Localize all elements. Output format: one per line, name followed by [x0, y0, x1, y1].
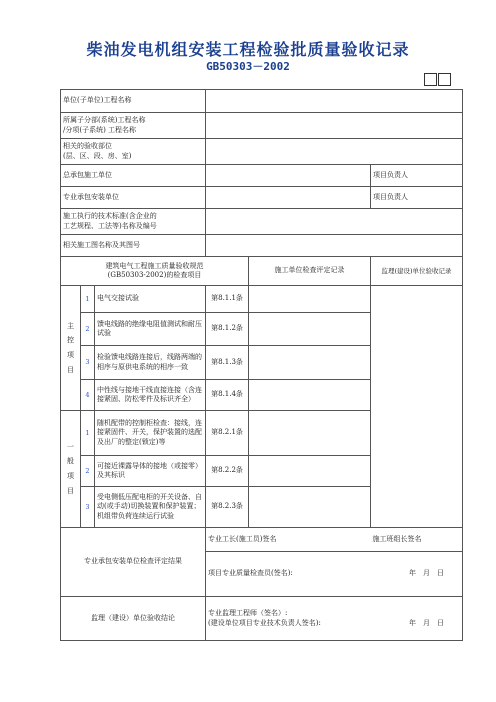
column-header-row [61, 257, 463, 286]
location-line2: (层、区、段、房、室) [63, 151, 132, 160]
item-number: 2 [81, 313, 95, 346]
standard-label [61, 209, 206, 235]
sub-project-line1: 所属子分部(系统)工程名称 [63, 116, 146, 125]
info-row [61, 187, 463, 209]
main-items-char: 项 [67, 351, 74, 359]
general-items-char: 目 [67, 486, 74, 495]
item-clause: 第8.1.4条 [206, 380, 249, 411]
item-text: 受电侧低压配电柜的开关设备、自动(或手动)切换装置和保护装置；机组带负荷连续运行试验 [95, 487, 206, 528]
item-number: 4 [81, 380, 95, 411]
info-row [61, 113, 463, 139]
general-items-label [61, 411, 81, 528]
page-title: 柴油发电机组安装工程检验批质量验收记录 [86, 40, 410, 59]
supervisor-row [61, 597, 463, 641]
sub-project-value[interactable] [206, 113, 463, 139]
standard-line1: 施工执行的技术标准(含企业的 [63, 212, 157, 221]
number-box[interactable] [424, 73, 437, 86]
main-items-label [61, 286, 81, 411]
project-manager-label: 项目负责人 [371, 165, 463, 187]
inspection-record-table [60, 89, 463, 641]
general-items-char: 项 [67, 472, 74, 480]
unit-project-label: 单位(子单位)工程名称 [61, 90, 206, 113]
foreman-sign[interactable]: 专业工长(施工员)签名 [206, 528, 371, 552]
supervisor-record-header: 监理(建设)单位验收记录 [371, 257, 463, 286]
project-manager-label: 项目负责人 [371, 187, 463, 209]
team-leader-sign[interactable]: 施工班组长签名 [371, 528, 463, 552]
item-text: 随机配带的控制柜检查：接线，连接紧固件、开关，保护装置的选配及出厂的整定(锁定)等 [95, 411, 206, 456]
contractor-record-cell[interactable] [249, 313, 371, 346]
item-number: 3 [81, 346, 95, 380]
number-box[interactable] [438, 73, 451, 86]
location-label [61, 139, 206, 165]
item-number: 1 [81, 411, 95, 456]
main-item-row [61, 286, 463, 313]
item-clause: 第8.2.3条 [206, 487, 249, 528]
contractor-record-cell[interactable] [249, 456, 371, 487]
inspector-date: 年 月 日 [409, 569, 445, 578]
sub-project-label [61, 113, 206, 139]
item-number: 3 [81, 487, 95, 528]
inspector-sign[interactable] [206, 552, 463, 597]
item-clause: 第8.2.1条 [206, 411, 249, 456]
item-clause: 第8.1.2条 [206, 313, 249, 346]
item-number: 2 [81, 456, 95, 487]
location-line1: 相关的验收部位 [63, 142, 112, 151]
item-text: 电气交接试验 [95, 286, 206, 313]
general-contractor-label: 总承包施工单位 [61, 165, 206, 187]
owner-rep-label: (建设单位项目专业技术负责人签名): [208, 618, 321, 627]
contractor-result-label: 专业承包安装单位检查评定结果 [61, 528, 206, 597]
info-row [61, 165, 463, 187]
spec-header-line2: (GB50303-2002)的检查项目 [107, 271, 202, 279]
special-contractor-label: 专业承包安装单位 [61, 187, 206, 209]
item-number: 1 [81, 286, 95, 313]
contractor-record-header: 施工单位检查评定记录 [249, 257, 371, 286]
contractor-record-cell[interactable] [249, 346, 371, 380]
contractor-record-cell[interactable] [249, 380, 371, 411]
item-clause: 第8.1.3条 [206, 346, 249, 380]
main-items-char: 控 [67, 336, 74, 345]
info-row [61, 209, 463, 235]
main-items-char: 目 [67, 365, 74, 374]
general-items-char: 般 [67, 457, 74, 466]
supervisor-record-cell[interactable] [371, 286, 463, 528]
item-text: 馈电线路的绝缘电阻值测试和耐压试验 [95, 313, 206, 346]
spec-header-line1: 建筑电气工程施工质量验收规范 [105, 261, 204, 270]
inspector-label: 项目专业质量检查员(签名): [208, 569, 293, 578]
supervisor-conclusion-label: 监理（建设）单位验收结论 [61, 597, 206, 641]
supervisor-sign[interactable] [206, 597, 463, 641]
drawings-label: 相关施工图名称及其图号 [61, 235, 206, 257]
record-number-boxes [424, 73, 452, 86]
contractor-record-cell[interactable] [249, 286, 371, 313]
item-text: 中性线与接地干线直接连接（含连接紧固、防松零件及标识齐全） [95, 380, 206, 411]
supervisor-engineer-label: 专业监理工程师（签名）: [208, 609, 288, 618]
item-text: 可接近裸露导体的接地（或接零）及其标识 [95, 456, 206, 487]
item-clause: 第8.2.2条 [206, 456, 249, 487]
spec-header [61, 257, 249, 286]
standard-value[interactable] [206, 209, 463, 235]
info-row [61, 90, 463, 113]
item-text: 检验馈电线路连接后，线路两端的相序与原供电系统的相序一致 [95, 346, 206, 380]
item-clause: 第8.1.1条 [206, 286, 249, 313]
supervisor-date: 年 月 日 [409, 618, 445, 627]
sub-project-line2: /分项(子系统) 工程名称 [63, 125, 137, 134]
location-value[interactable] [206, 139, 463, 165]
unit-project-value[interactable] [206, 90, 463, 113]
contractor-record-cell[interactable] [249, 487, 371, 528]
drawings-value[interactable] [206, 235, 463, 257]
general-contractor-value[interactable] [206, 165, 371, 187]
standard-line2: 工艺规程、工法等)名称及编号 [63, 221, 157, 230]
main-items-char: 主 [67, 321, 74, 330]
standard-code: GB50303－2002 [206, 60, 290, 73]
contractor-sign-row [61, 528, 463, 552]
contractor-record-cell[interactable] [249, 411, 371, 456]
info-row [61, 139, 463, 165]
info-row [61, 235, 463, 257]
general-items-char: 一 [67, 442, 74, 451]
special-contractor-value[interactable] [206, 187, 371, 209]
